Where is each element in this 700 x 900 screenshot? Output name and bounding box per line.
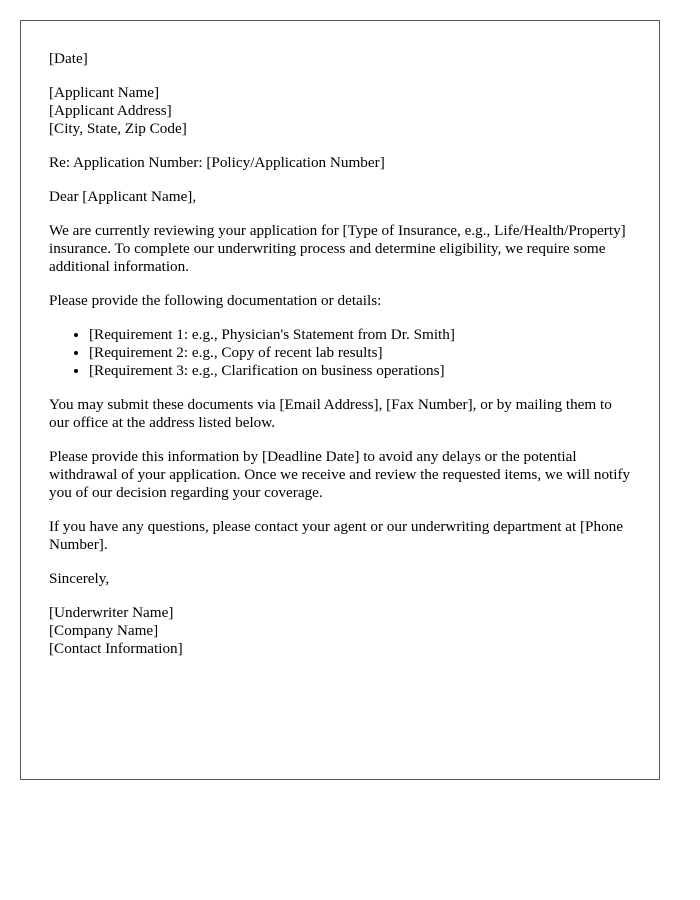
contact-information: [Contact Information]	[49, 640, 183, 657]
applicant-name: [Applicant Name]	[49, 84, 160, 101]
letter-date: [Date]	[49, 50, 88, 67]
applicant-address-block	[49, 84, 631, 138]
applicant-city-state-zip: [City, State, Zip Code]	[49, 120, 187, 137]
underwriter-name: [Underwriter Name]	[49, 604, 174, 621]
requirement-item: • [Requirement 2: e.g., Copy of recent lab results]	[89, 344, 631, 362]
request-paragraph: Please provide the following documentation or details:	[49, 292, 382, 309]
applicant-address: [Applicant Address]	[49, 102, 172, 119]
deadline-paragraph: Please provide this information by [Deadline Date] to avoid any delays or the potential withdrawal of your application. Once we receive and review the requested items, we will notify you of our decision regarding your coverage.	[49, 448, 631, 501]
signature-block	[49, 604, 631, 658]
re-line: Re: Application Number: [Policy/Application Number]	[49, 154, 385, 171]
questions-paragraph: If you have any questions, please contact your agent or our underwriting department at [Phone Number].	[49, 518, 623, 553]
requirements-list	[49, 326, 631, 380]
requirement-item: • [Requirement 3: e.g., Clarification on business operations]	[89, 362, 631, 380]
requirement-item: • [Requirement 1: e.g., Physician's Statement from Dr. Smith]	[89, 326, 631, 344]
company-name: [Company Name]	[49, 622, 159, 639]
submission-paragraph: You may submit these documents via [Email Address], [Fax Number], or by mailing them to our office at the address listed below.	[49, 396, 612, 431]
closing: Sincerely,	[49, 570, 110, 587]
letter-page	[20, 20, 660, 780]
salutation: Dear [Applicant Name],	[49, 188, 197, 205]
intro-paragraph: We are currently reviewing your application for [Type of Insurance, e.g., Life/Health/Property] insurance. To complete our underwriting process and determine eligibility, we require some additional information.	[49, 222, 626, 275]
